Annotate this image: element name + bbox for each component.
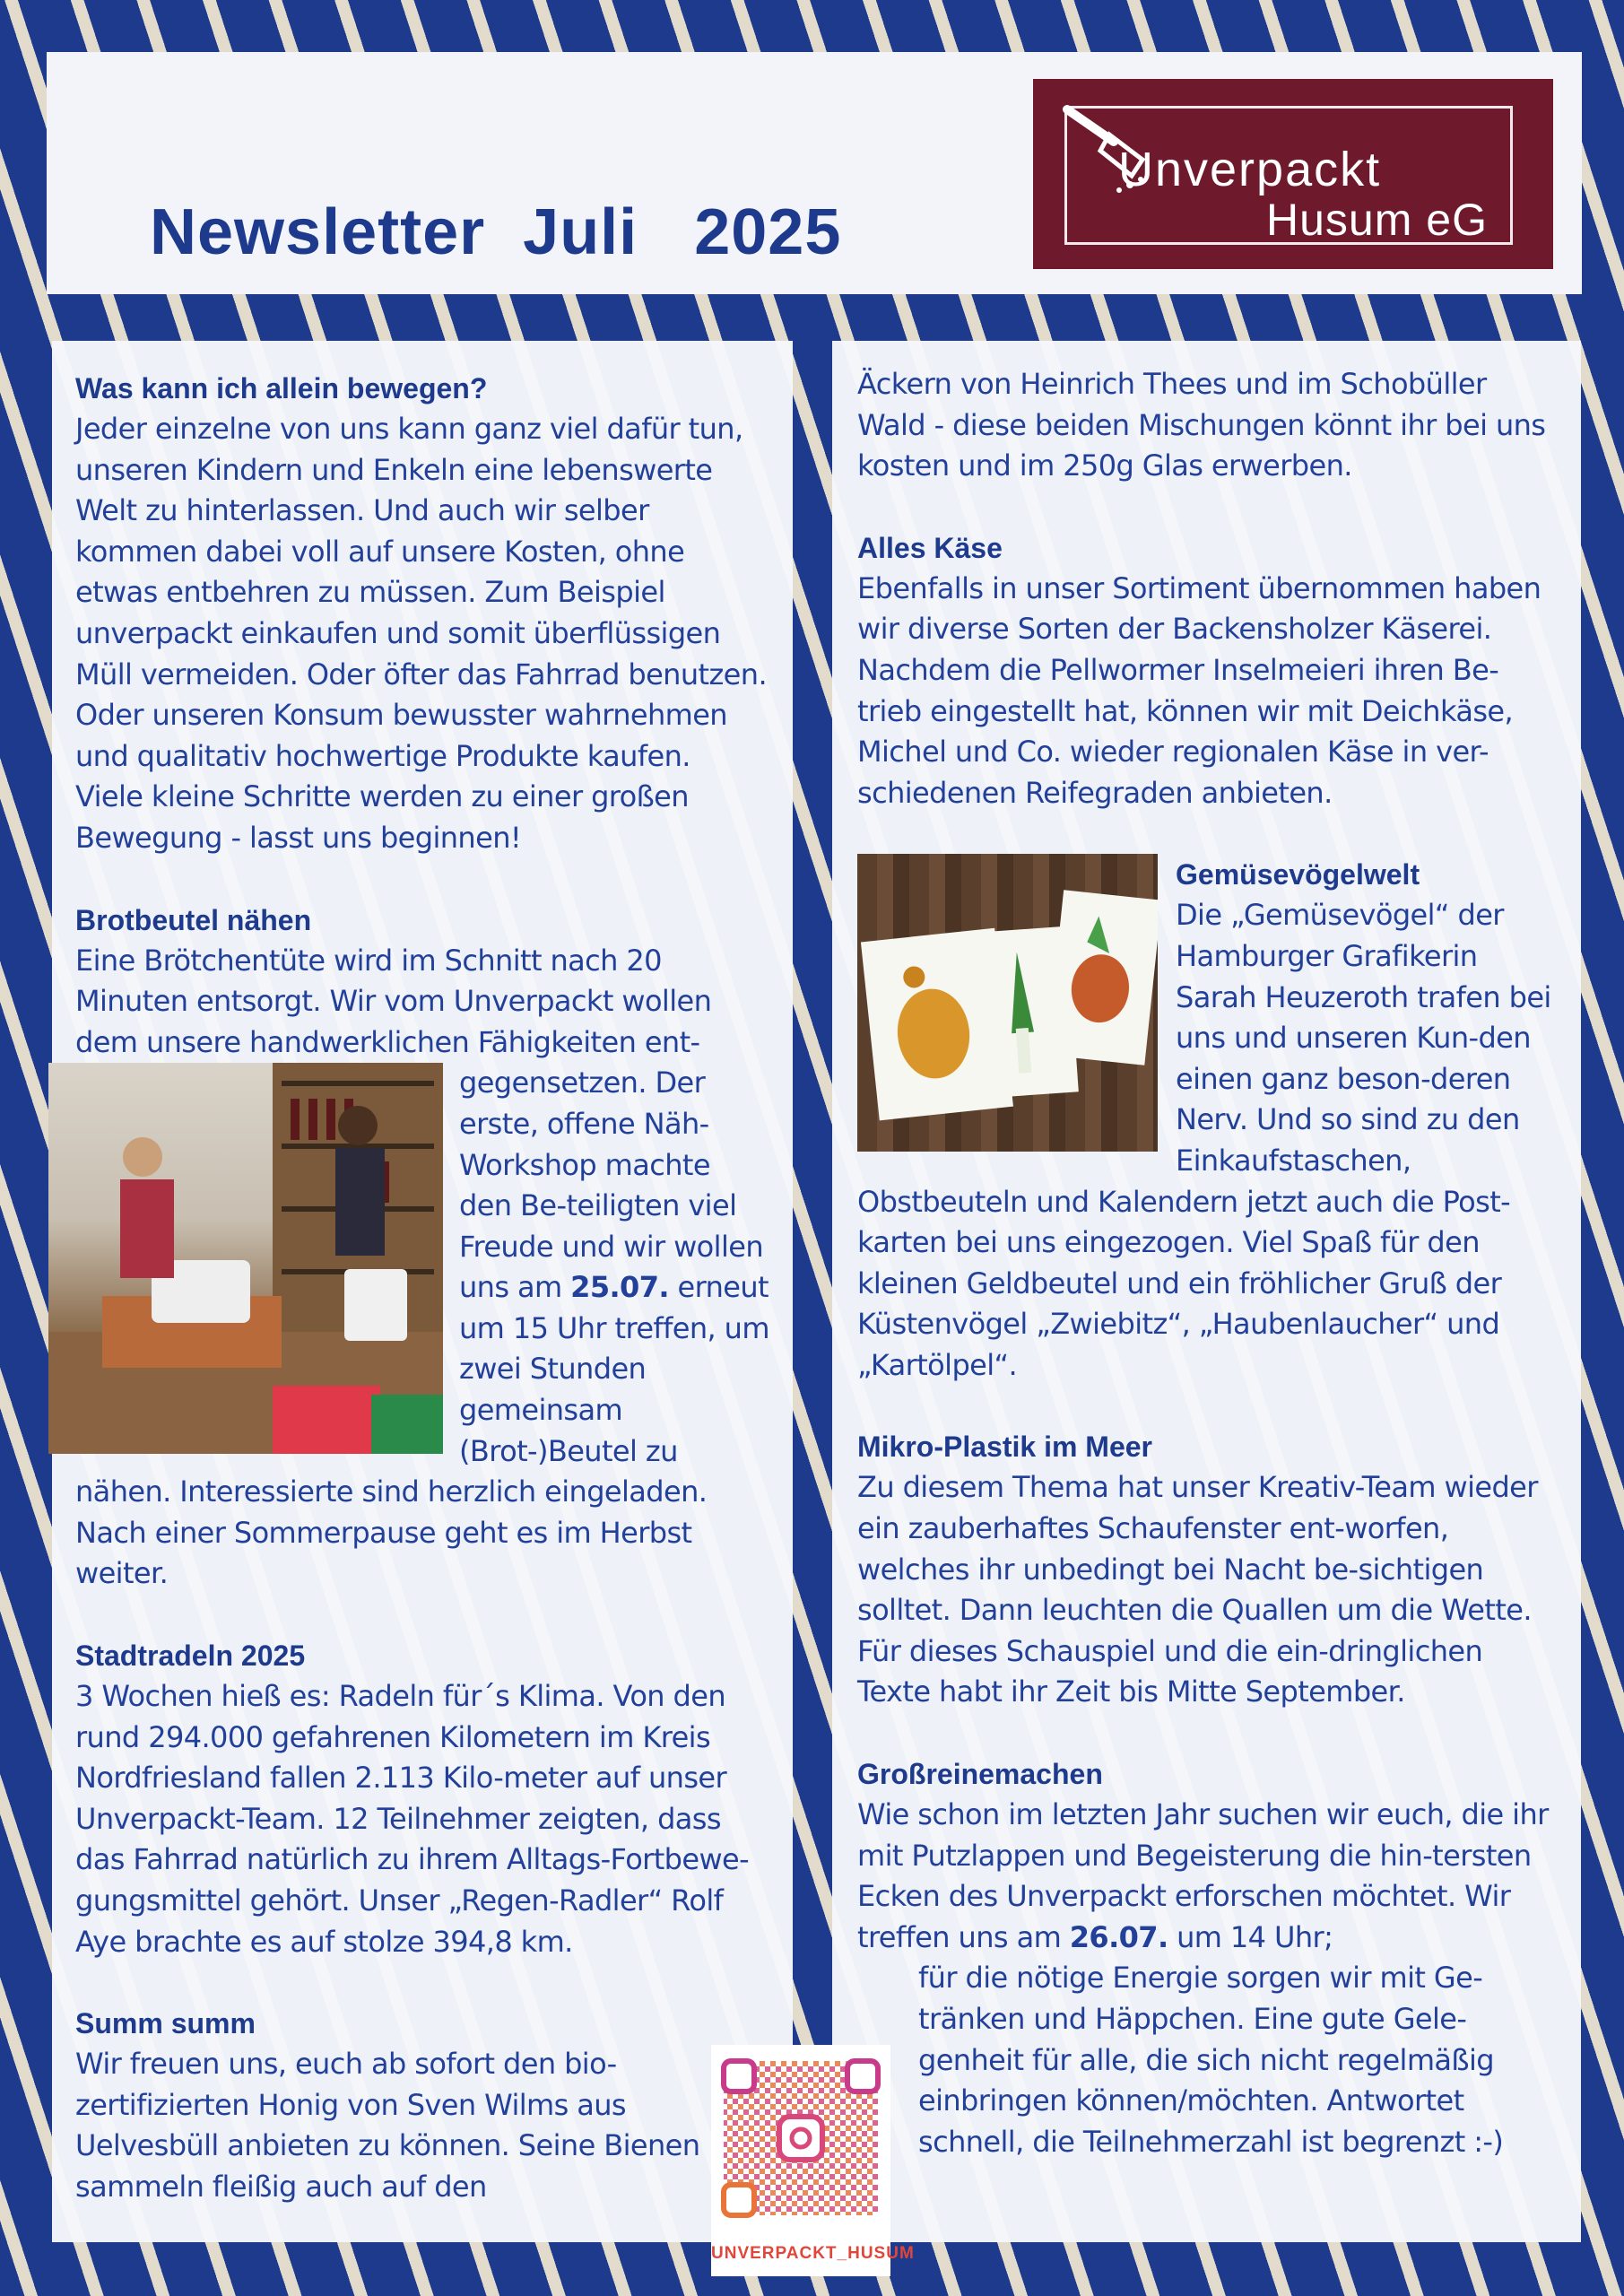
cleaning-date: 26.07. <box>1069 1919 1168 1954</box>
right-column <box>832 341 1581 2242</box>
section-body-grossreinemachen-2: für die nötige Energie sorgen wir mit Ge-tränken und Häppchen. Eine gute Gele-genheit für alle, die sich nicht regelmäßig einbringen können/möchten. Antwortet schnell, die Teilnehmerzahl ist begrenzt :-) <box>918 1961 1504 2159</box>
section-heading-grossreinemachen: Großreinemachen <box>857 1758 1103 1791</box>
section-heading-kaese: Alles Käse <box>857 531 1003 564</box>
left-column <box>52 341 793 2242</box>
section-body-allein: Jeder einzelne von uns kann ganz viel dafür tun, unseren Kindern und Enkeln eine lebenswerte Welt zu hinterlassen. Und auch wir selber kommen dabei voll auf unsere Kosten, ohne etwas entbehren zu müssen. Zum Beispiel unverpackt einkaufen und somit überflüssigen Müll vermeiden. Oder öfter das Fahrrad benutzen. Oder unseren Konsum bewusster wahrnehmen und qualitativ hochwertige Produkte kaufen. <box>75 412 768 773</box>
workshop-date: 25.07. <box>570 1270 669 1305</box>
postcards-photo <box>857 854 1158 1152</box>
section-body-kaese: Ebenfalls in unser Sortiment übernommen haben wir diverse Sorten der Backensholzer Käserei. <box>857 570 1541 647</box>
section-heading-gemuesevoegel: Gemüsevögelwelt <box>1176 858 1420 891</box>
sewing-workshop-photo <box>48 1063 443 1454</box>
section-heading-summ: Summ summ <box>75 2007 256 2040</box>
section-heading-stadtradeln: Stadtradeln 2025 <box>75 1639 306 1673</box>
qr-code-graphic <box>711 2045 890 2242</box>
section-heading-allein: Was kann ich allein bewegen? <box>75 372 488 404</box>
section-body-mikroplastik: Zu diesem Thema hat unser Kreativ-Team wieder ein zauberhaftes Schaufenster ent-worfen, welches ihr unbedingt bei Nacht be-sichtigen solltet. Dann leuchten die Quallen um die Wette. Für dieses Schauspiel und die ein-dringlichen Texte habt ihr Zeit bis Mitte September. <box>857 1470 1538 1709</box>
header-banner <box>47 52 1582 294</box>
section-body-allein-2: Viele kleine Schritte werden zu einer großen Bewegung - lasst uns beginnen! <box>75 779 689 855</box>
section-heading-mikroplastik: Mikro-Plastik im Meer <box>857 1431 1152 1464</box>
section-body-brotbeutel: gegensetzen. Der erste, offene Näh-Workshop machte den Be-teiligten viel Freude und wir wollen uns am 25.07. erneut um 15 Uhr treffen, um zwei Stunden gemeinsam (Brot-)Beutel zu nähen. Interessierte sind herzlich eingeladen. Nach einer Sommerpause geht es im Herbst weiter. <box>75 1065 769 1591</box>
section-body-grossreinemachen: Wie schon im letzten Jahr suchen wir euch, die ihr mit Putzlappen und Begeisterung die hin-tersten Ecken des Unverpackt erforschen möchtet. Wir treffen uns am 26.07. um 14 Uhr; <box>857 1797 1549 1954</box>
instagram-qr-code[interactable] <box>711 2045 915 2276</box>
page-title: Newsletter Juli 2025 <box>150 196 842 268</box>
qr-caption: UNVERPACKT_HUSUM <box>711 2244 915 2263</box>
section-body-gemuesevoegel: Die „Gemüsevögel“ der Hamburger Grafikerin Sarah Heuzeroth trafen bei uns und unseren Kun-den einen ganz beson-deren Nerv. Und so sind zu den Einkaufstaschen, Obstbeuteln und Kalendern jetzt auch die Post-karten bei uns eingezogen. Viel Spaß für den kleinen Geldbeutel und ein fröhlicher Gruß der Küstenvögel „Zwiebitz“, „Haubenlaucher“ und „Kartölpel“. <box>857 898 1551 1382</box>
logo-text-unverpackt: Unverpackt <box>1118 143 1382 196</box>
section-body-summ: Wir freuen uns, euch ab sofort den bio-zertifizierten Honig von Sven Wilms aus Uelvesbüll anbieten zu können. Seine Bienen sammeln fleißig auch auf den <box>75 2047 700 2204</box>
logo-text-husum: Husum eG <box>1266 195 1488 245</box>
section-body-stadtradeln: 3 Wochen hieß es: Radeln für´s Klima. Von den rund 294.000 gefahrenen Kilometern im Kreis Nordfriesland fallen 2.113 Kilo-meter auf unser Unverpackt-Team. 12 Teilnehmer zeigten, dass das Fahrrad natürlich zu ihrem Alltags-Fortbewe-gungsmittel gehört. Unser „Regen-Radler“ Rolf Aye brachte es auf stolze 394,8 km. <box>75 1679 750 1959</box>
logo <box>1033 79 1553 269</box>
section-body-brotbeutel-intro: Eine Brötchentüte wird im Schnitt nach 20 Minuten entsorgt. Wir vom Unverpackt wollen dem unsere handwerklichen Fähigkeiten ent- <box>75 943 712 1059</box>
section-body-kaese-2: Nachdem die Pellwormer Inselmeieri ihren Be-trieb eingestellt hat, können wir mit Deichkäse, Michel und Co. wieder regionalen Käse in ver-schiedenen Reifegraden anbieten. <box>857 652 1514 810</box>
section-heading-brotbeutel: Brotbeutel nähen <box>75 903 312 936</box>
section-body-honig-cont: Äckern von Heinrich Thees und im Schobüller Wald - diese beiden Mischungen könnt ihr bei uns kosten und im 250g Glas erwerben. <box>857 367 1546 483</box>
sewing-photo-illustration <box>48 1063 443 1454</box>
postcards-illustration <box>857 854 1158 1152</box>
